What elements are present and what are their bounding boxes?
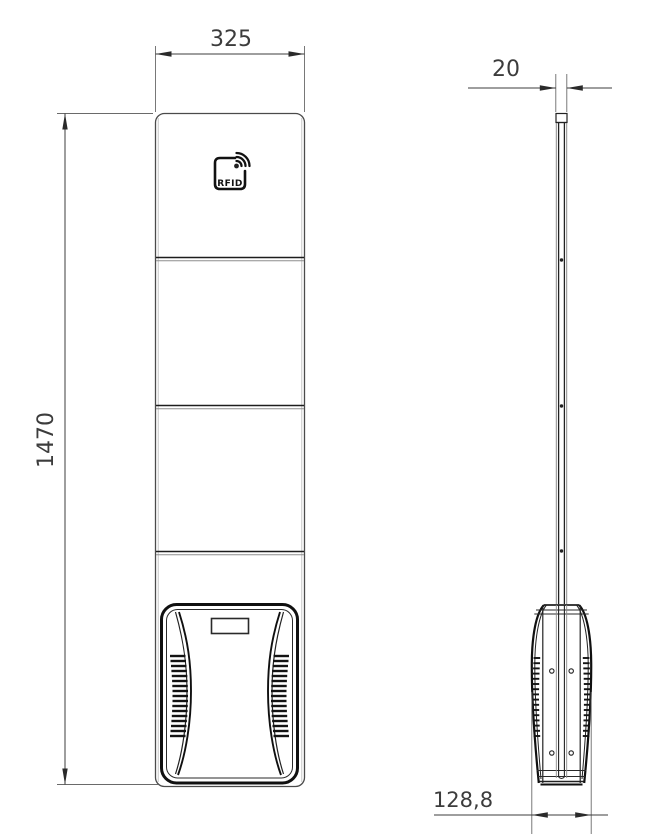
dimension-profile-thickness	[468, 57, 612, 112]
front-base-outline	[162, 605, 298, 784]
arrow-left-in	[540, 85, 556, 90]
rfid-logo-text: RFID	[217, 179, 243, 189]
arrow-right	[575, 812, 591, 817]
arrow-right-in	[567, 85, 583, 90]
dimension-front-height	[34, 114, 158, 785]
arrow-top	[62, 114, 67, 130]
arrow-bottom	[62, 769, 67, 785]
arrow-left	[532, 812, 548, 817]
side-view	[532, 114, 591, 785]
dimension-base-depth	[433, 692, 608, 834]
dimension-front-width	[156, 27, 305, 112]
base-screw-4	[569, 751, 573, 755]
dim-base-depth-text: 128,8	[432, 788, 494, 812]
side-screw-dot-1	[560, 258, 563, 261]
dim-front-width-text: 325	[210, 27, 252, 52]
dim-front-height-text: 1470	[34, 412, 59, 468]
side-profile	[556, 123, 566, 604]
side-screw-dot-3	[560, 549, 563, 552]
base-screw-1	[550, 669, 554, 673]
front-view	[156, 114, 305, 787]
side-screw-dot-2	[560, 404, 563, 407]
arrow-left	[156, 51, 172, 56]
rfid-signal-dot	[234, 164, 239, 169]
base-screw-2	[569, 669, 573, 673]
arrow-right	[289, 51, 305, 56]
base-screw-3	[550, 751, 554, 755]
side-base-housing	[532, 605, 591, 785]
front-base-housing	[162, 605, 298, 784]
side-top-cap	[556, 114, 567, 123]
dim-profile-thickness-text: 20	[492, 57, 520, 82]
